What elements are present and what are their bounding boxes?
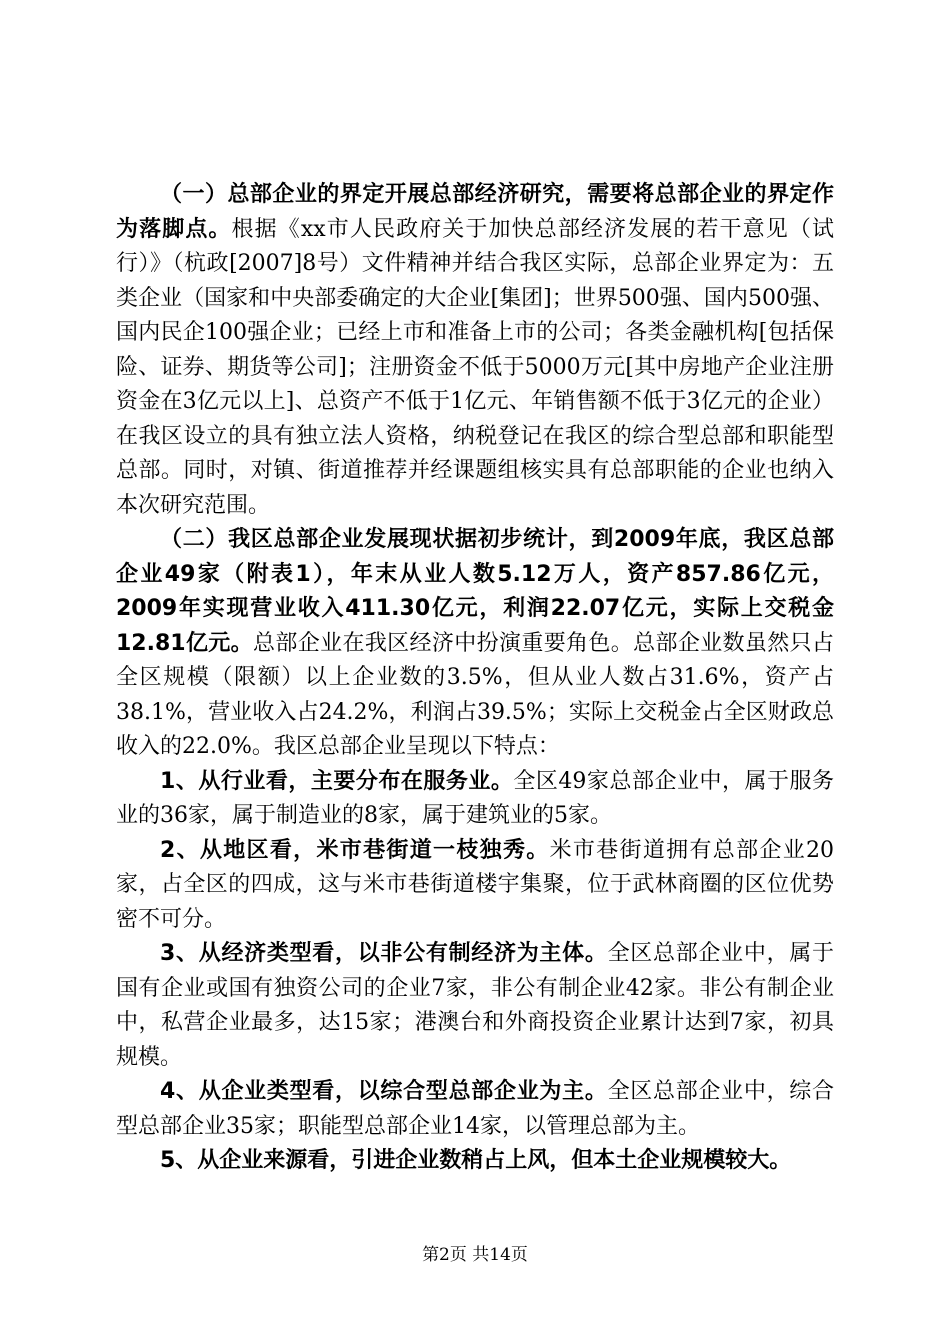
paragraph-lead: 2、从地区看，米市巷街道一枝独秀。	[160, 837, 550, 863]
paragraph-text: 总部企业在我区经济中扮演重要角色。总部企业数虽然只占全区规模（限额）以上企业数的3.5%，但从业人数占31.6%，资产占38.1%，营业收入占24.2%，利润占39.5%；实际上交税金占全区财政总收入的22.0%。我区总部企业呈现以下特点：	[116, 630, 834, 759]
paragraph-text: 全区总部企业中，综合型总部企业35家；职能型总部企业14家，以管理总部为主。	[116, 1079, 834, 1139]
paragraph-industry	[116, 765, 834, 834]
paragraph-lead: 4、从企业类型看，以综合型总部企业为主。	[160, 1079, 608, 1104]
paragraph-definition	[116, 178, 834, 523]
paragraph-lead: （二）我区总部企业发展现状据初步统计，到2009年底，我区总部企业49家（附表1），年末从业人数5.12万人，资产857.86亿元，2009年实现营业收入411.30亿元，利润22.07亿元，实际上交税金12.81亿元。	[116, 527, 834, 656]
paragraph-lead: 3、从经济类型看，以非公有制经济为主体。	[160, 941, 608, 966]
paragraph-lead: （一）总部企业的界定开展总部经济研究，需要将总部企业的界定作为落脚点。	[116, 182, 834, 242]
paragraph-enterprise-type	[116, 1075, 834, 1144]
paragraph-source	[116, 1144, 834, 1179]
paragraph-lead: 5、从企业来源看，引进企业数稍占上风，但本土企业规模较大。	[160, 1148, 792, 1173]
paragraph-status	[116, 523, 834, 765]
paragraph-economic-type	[116, 937, 834, 1075]
page-number-footer: 第2页 共14页	[422, 1245, 528, 1265]
paragraph-text: 全区49家总部企业中，属于服务业的36家，属于制造业的8家，属于建筑业的5家。	[116, 768, 835, 828]
document-body	[116, 178, 834, 1179]
paragraph-text: 根据《xx市人民政府关于加快总部经济发展的若干意见（试行）》（杭政[2007]8号）文件精神并结合我区实际，总部企业界定为：五类企业（国家和中央部委确定的大企业[集团]；世界500强、国内500强、国内民企100强企业；已经上市和准备上市的公司；各类金融机构[包括保险、证券、期货等公司]；注册资金不低于5000万元[其中房地产企业注册资金在3亿元以上]、总资产不低于1亿元、年销售额不低于3亿元的企业）在我区设立的具有独立法人资格，纳税登记在我区的综合型总部和职能型总部。同时，对镇、街道推荐并经课题组核实具有总部职能的企业也纳入本次研究范围。	[116, 216, 834, 518]
paragraph-text: 全区总部企业中，属于国有企业或国有独资公司的企业7家，非公有制企业42家。非公有制企业中，私营企业最多，达15家；港澳台和外商投资企业累计达到7家，初具规模。	[116, 941, 834, 1070]
paragraph-text: 米市巷街道拥有总部企业20家，占全区的四成，这与米市巷街道楼宇集聚，位于武林商圈的区位优势密不可分。	[116, 837, 835, 932]
paragraph-lead: 1、从行业看，主要分布在服务业。	[160, 768, 514, 794]
paragraph-region	[116, 834, 834, 938]
